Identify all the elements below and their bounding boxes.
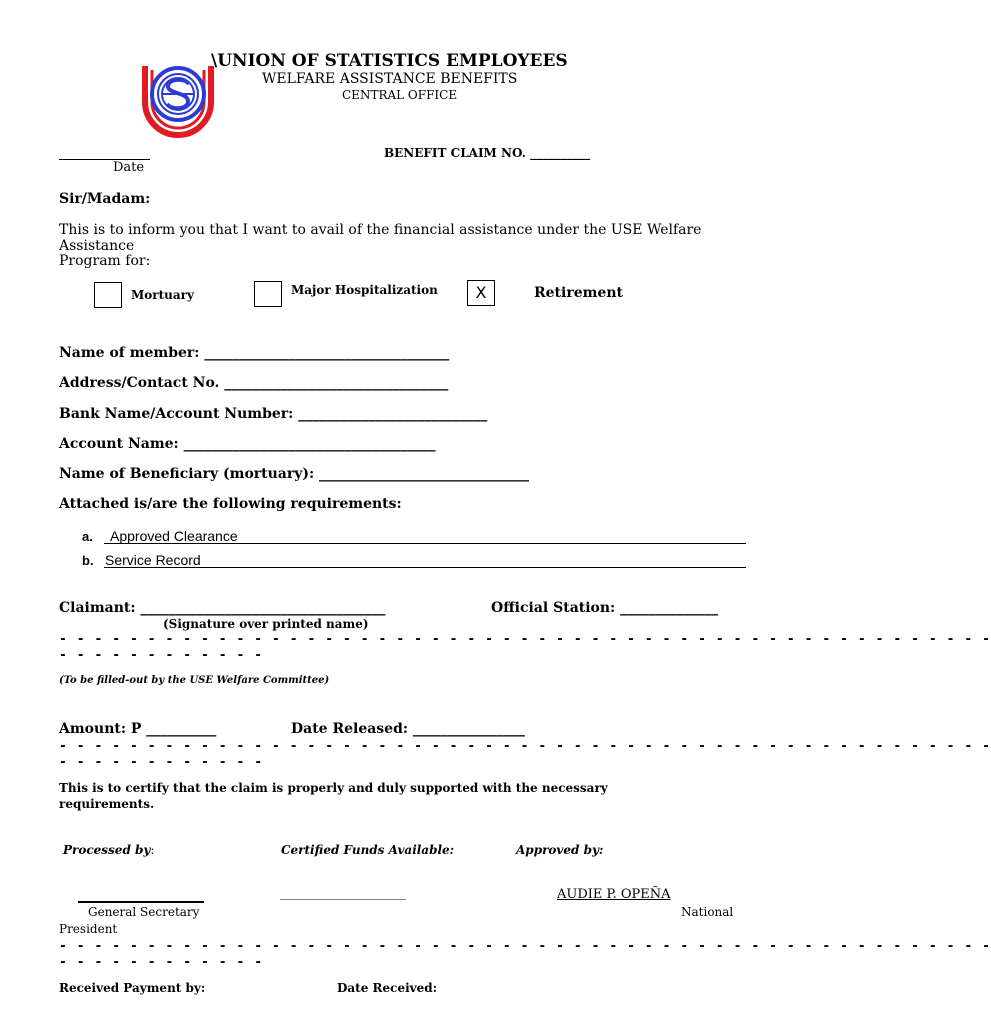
certify-line-2: requirements. [59,797,155,811]
salutation: Sir/Madam: [59,191,151,207]
separator-3-line-1: - - - - - - - - - - - - - - - - - - - - - - - - - - - - - - - - - - - - - - - - - - - - - - - - - - - - - [59,939,991,954]
address-field[interactable]: Address/Contact No. ________________________________ [59,375,449,391]
national-title: National [681,905,734,919]
hospitalization-checkbox[interactable] [254,281,282,307]
separator-1-line-1: - - - - - - - - - - - - - - - - - - - - - - - - - - - - - - - - - - - - - - - - - - - - - - - - - - - - - [59,632,991,647]
amount-field[interactable]: Amount: P __________ [59,721,217,737]
requirement-marker-b: b. [82,553,94,568]
requirement-marker-a: a. [82,529,93,544]
mortuary-label: Mortuary [131,288,194,302]
mortuary-checkbox[interactable] [94,282,122,308]
approver-name: AUDIE P. OPEÑA [557,887,671,902]
account-name-field[interactable]: Account Name: ____________________________________ [59,436,436,452]
processed-by-text: Processed by [63,843,151,857]
signature-note: (Signature over printed name) [163,617,369,631]
general-secretary-title: General Secretary [88,905,200,919]
claim-no-label: BENEFIT CLAIM NO. __________ [384,146,591,160]
requirement-line-b [104,567,746,568]
date-label: Date [113,160,145,175]
approved-by-label: Approved by: [516,843,604,857]
president-title: President [59,922,118,936]
intro-line-1: This is to inform you that I want to avail of the financial assistance under the USE Welfare [59,222,702,238]
separator-3-line-2: - - - - - - - - - - - - [59,955,264,970]
separator-1-line-2: - - - - - - - - - - - - [59,648,264,663]
union-logo-icon [141,64,215,136]
intro-line-2: Assistance [59,238,135,254]
processed-by-colon: : [150,843,155,857]
certified-funds-signature-line: _____________________ [280,886,406,900]
date-received-label: Date Received: [337,981,438,995]
separator-2-line-2: - - - - - - - - - - - - [59,755,264,770]
separator-2-line-1: - - - - - - - - - - - - - - - - - - - - - - - - - - - - - - - - - - - - - - - - - - - - - - - - - - - - - [59,739,991,754]
retirement-label: Retirement [534,285,623,301]
official-station-field[interactable]: Official Station: ______________ [491,600,719,616]
beneficiary-field[interactable]: Name of Beneficiary (mortuary): ______________________________ [59,466,530,482]
requirement-item-b: Service Record [105,552,201,568]
requirement-item-a: Approved Clearance [110,528,238,544]
org-name: \UNION OF STATISTICS EMPLOYEES [211,51,568,71]
retirement-checkbox[interactable]: X [467,280,495,306]
received-payment-label: Received Payment by: [59,981,206,995]
member-name-field[interactable]: Name of member: ___________________________________ [59,345,450,361]
requirement-line-a [104,543,746,544]
certified-funds-label: Certified Funds Available: [281,843,455,857]
intro-line-3: Program for: [59,253,151,269]
certify-line-1: This is to certify that the claim is properly and duly supported with the necessary [59,781,608,795]
subtitle: WELFARE ASSISTANCE BENEFITS [262,71,518,87]
committee-note: (To be filled-out by the USE Welfare Committee) [59,675,330,686]
office-name: CENTRAL OFFICE [342,88,458,102]
logo [141,64,215,136]
claimant-field[interactable]: Claimant: ___________________________________ [59,600,386,616]
bank-field[interactable]: Bank Name/Account Number: ___________________________ [59,406,488,422]
processed-by-label [63,843,154,857]
processed-by-signature-line [78,901,204,903]
requirements-heading: Attached is/are the following requirements: [59,496,402,512]
hospitalization-label: Major Hospitalization [291,283,438,297]
date-released-field[interactable]: Date Released: ________________ [291,721,525,737]
